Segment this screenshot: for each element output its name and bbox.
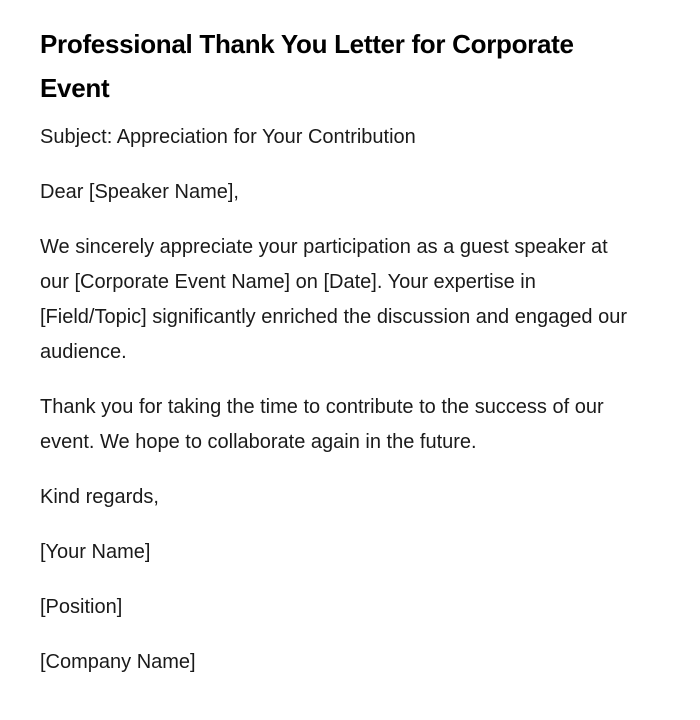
signature-position: [Position] <box>40 596 123 618</box>
body-paragraph-1: We sincerely appreciate your participation as a guest speaker at our [Corporate Event Name] on [Date]. Your expertise in [Field/Topic] significantly enriched the discussion and engaged our audience. <box>40 236 628 363</box>
body-paragraph-2: Thank you for taking the time to contribute to the success of our event. We hope to collaborate again in the future. <box>40 396 604 453</box>
signature-name: [Your Name] <box>40 541 151 563</box>
closing: Kind regards, <box>40 486 159 508</box>
salutation: Dear [Speaker Name], <box>40 181 239 203</box>
subject-line: Subject: Appreciation for Your Contribution <box>40 126 416 148</box>
page-title: Professional Thank You Letter for Corporate Event <box>40 29 574 103</box>
signature-company: [Company Name] <box>40 651 196 673</box>
